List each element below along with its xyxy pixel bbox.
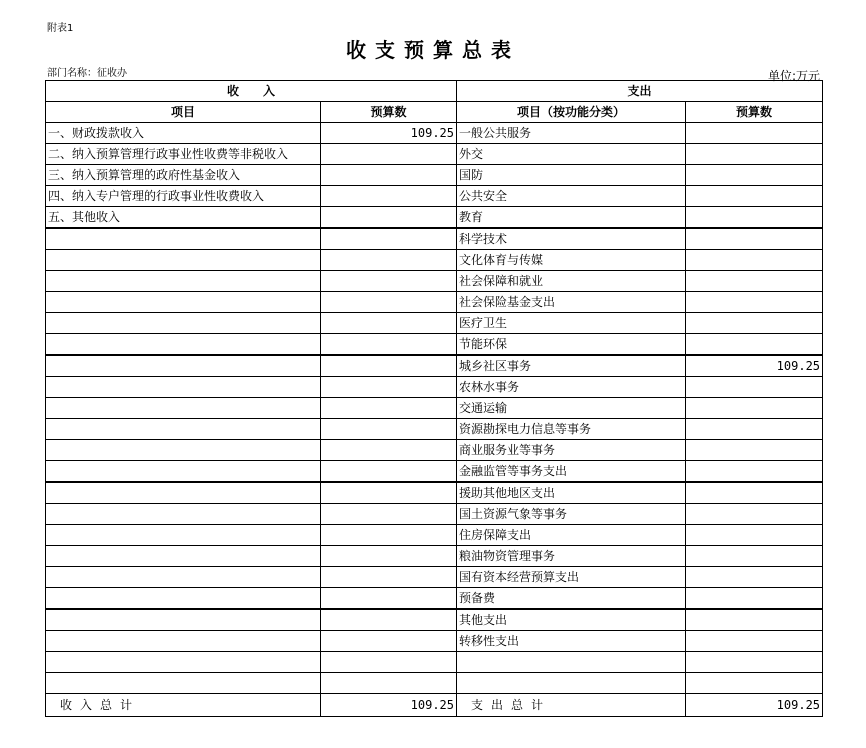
income-item-cell — [46, 334, 321, 356]
department-label: 部门名称：征收办 — [47, 68, 127, 79]
income-amount-cell — [321, 271, 457, 292]
expense-amount-cell — [686, 123, 823, 144]
income-amount-header: 预算数 — [321, 102, 457, 123]
income-amount-cell — [321, 631, 457, 652]
expense-amount-cell: 109.25 — [686, 355, 823, 377]
expense-item-cell: 文化体育与传媒 — [457, 250, 686, 271]
table-row — [46, 355, 823, 377]
expense-item-cell: 国土资源气象等事务 — [457, 504, 686, 525]
income-amount-cell — [321, 144, 457, 165]
table-row — [46, 546, 823, 567]
expense-item-cell: 农林水事务 — [457, 377, 686, 398]
expense-total-label: 支出总计 — [457, 694, 686, 717]
income-amount-cell — [321, 419, 457, 440]
expense-amount-header: 预算数 — [686, 102, 823, 123]
income-amount-cell — [321, 546, 457, 567]
income-item-cell: 三、纳入预算管理的政府性基金收入 — [46, 165, 321, 186]
expense-item-header: 项目（按功能分类） — [457, 102, 686, 123]
income-amount-cell — [321, 334, 457, 356]
income-item-cell — [46, 567, 321, 588]
expense-item-cell: 科学技术 — [457, 228, 686, 250]
expense-amount-cell — [686, 482, 823, 504]
income-amount-cell — [321, 292, 457, 313]
table-row — [46, 334, 823, 356]
table-row — [46, 250, 823, 271]
unit-label: 单位:万元 — [767, 69, 820, 83]
expense-item-cell: 社会保险基金支出 — [457, 292, 686, 313]
income-total-amount: 109.25 — [321, 694, 457, 717]
income-amount-cell — [321, 398, 457, 419]
expense-item-cell: 城乡社区事务 — [457, 355, 686, 377]
table-row — [46, 313, 823, 334]
table-row — [46, 186, 823, 207]
expense-amount-cell — [686, 673, 823, 694]
expense-item-cell: 资源勘探电力信息等事务 — [457, 419, 686, 440]
expense-item-cell: 其他支出 — [457, 609, 686, 631]
table-row — [46, 461, 823, 483]
expense-total-amount: 109.25 — [686, 694, 823, 717]
expense-amount-cell — [686, 631, 823, 652]
income-amount-cell — [321, 588, 457, 610]
expense-amount-cell — [686, 250, 823, 271]
income-amount-cell — [321, 377, 457, 398]
table-row — [46, 588, 823, 610]
income-amount-cell — [321, 355, 457, 377]
expense-amount-cell — [686, 334, 823, 356]
table-row — [46, 525, 823, 546]
table-row — [46, 673, 823, 694]
income-amount-cell: 109.25 — [321, 123, 457, 144]
expense-amount-cell — [686, 313, 823, 334]
table-row — [46, 398, 823, 419]
table-row — [46, 207, 823, 229]
income-amount-cell — [321, 186, 457, 207]
income-amount-cell — [321, 609, 457, 631]
income-amount-cell — [321, 440, 457, 461]
expense-amount-cell — [686, 609, 823, 631]
expense-item-cell: 金融监管等事务支出 — [457, 461, 686, 483]
income-amount-cell — [321, 525, 457, 546]
income-item-cell — [46, 609, 321, 631]
income-item-cell — [46, 546, 321, 567]
expense-amount-cell — [686, 440, 823, 461]
expense-item-cell: 社会保障和就业 — [457, 271, 686, 292]
expense-item-cell: 援助其他地区支出 — [457, 482, 686, 504]
income-item-cell — [46, 525, 321, 546]
table-row — [46, 377, 823, 398]
income-amount-cell — [321, 461, 457, 483]
income-item-cell — [46, 250, 321, 271]
table-row — [46, 609, 823, 631]
income-item-cell — [46, 631, 321, 652]
income-amount-cell — [321, 207, 457, 229]
table-row — [46, 652, 823, 673]
expense-item-cell: 商业服务业等事务 — [457, 440, 686, 461]
expense-item-cell: 节能环保 — [457, 334, 686, 356]
totals-row — [46, 694, 823, 717]
expense-amount-cell — [686, 546, 823, 567]
table-row — [46, 482, 823, 504]
expense-amount-cell — [686, 588, 823, 610]
income-item-cell — [46, 461, 321, 483]
income-amount-cell — [321, 504, 457, 525]
table-row — [46, 504, 823, 525]
expense-amount-cell — [686, 567, 823, 588]
table-row — [46, 419, 823, 440]
table-row — [46, 144, 823, 165]
expense-amount-cell — [686, 419, 823, 440]
income-item-cell: 四、纳入专户管理的行政事业性收费收入 — [46, 186, 321, 207]
table-row — [46, 292, 823, 313]
expense-amount-cell — [686, 398, 823, 419]
header-row-top — [46, 81, 823, 102]
income-item-header: 项目 — [46, 102, 321, 123]
income-amount-cell — [321, 250, 457, 271]
expense-amount-cell — [686, 504, 823, 525]
expense-amount-cell — [686, 271, 823, 292]
income-header: 收 入 — [46, 81, 457, 102]
attachment-label: 附表1 — [47, 23, 74, 34]
expense-item-cell: 交通运输 — [457, 398, 686, 419]
income-item-cell — [46, 673, 321, 694]
income-item-cell — [46, 419, 321, 440]
income-amount-cell — [321, 313, 457, 334]
income-amount-cell — [321, 567, 457, 588]
income-item-cell — [46, 377, 321, 398]
expense-item-cell: 转移性支出 — [457, 631, 686, 652]
table-row — [46, 567, 823, 588]
budget-table — [45, 80, 823, 717]
income-item-cell — [46, 313, 321, 334]
income-item-cell — [46, 292, 321, 313]
income-item-cell: 五、其他收入 — [46, 207, 321, 229]
header-row-columns — [46, 102, 823, 123]
expense-header: 支出 — [457, 81, 823, 102]
table-row — [46, 271, 823, 292]
page-title: 收支预算总表 — [346, 38, 520, 62]
income-item-cell — [46, 652, 321, 673]
expense-amount-cell — [686, 292, 823, 313]
table-row — [46, 440, 823, 461]
income-item-cell — [46, 482, 321, 504]
income-amount-cell — [321, 673, 457, 694]
expense-item-cell: 预备费 — [457, 588, 686, 610]
expense-item-cell: 住房保障支出 — [457, 525, 686, 546]
expense-amount-cell — [686, 207, 823, 229]
income-item-cell — [46, 588, 321, 610]
income-total-label: 收入总计 — [46, 694, 321, 717]
expense-item-cell: 国防 — [457, 165, 686, 186]
income-item-cell — [46, 271, 321, 292]
income-item-cell — [46, 228, 321, 250]
income-amount-cell — [321, 482, 457, 504]
expense-amount-cell — [686, 228, 823, 250]
income-item-cell: 一、财政拨款收入 — [46, 123, 321, 144]
expense-amount-cell — [686, 144, 823, 165]
expense-amount-cell — [686, 652, 823, 673]
income-item-cell — [46, 440, 321, 461]
income-item-cell — [46, 504, 321, 525]
expense-item-cell — [457, 673, 686, 694]
expense-item-cell: 一般公共服务 — [457, 123, 686, 144]
expense-item-cell: 公共安全 — [457, 186, 686, 207]
table-row — [46, 123, 823, 144]
expense-amount-cell — [686, 165, 823, 186]
expense-amount-cell — [686, 461, 823, 483]
table-row — [46, 228, 823, 250]
table-row — [46, 165, 823, 186]
expense-item-cell — [457, 652, 686, 673]
income-item-cell: 二、纳入预算管理行政事业性收费等非税收入 — [46, 144, 321, 165]
income-item-cell — [46, 355, 321, 377]
table-row — [46, 631, 823, 652]
income-amount-cell — [321, 165, 457, 186]
expense-item-cell: 外交 — [457, 144, 686, 165]
expense-item-cell: 医疗卫生 — [457, 313, 686, 334]
expense-amount-cell — [686, 525, 823, 546]
expense-item-cell: 粮油物资管理事务 — [457, 546, 686, 567]
expense-amount-cell — [686, 186, 823, 207]
expense-item-cell: 教育 — [457, 207, 686, 229]
expense-amount-cell — [686, 377, 823, 398]
income-amount-cell — [321, 228, 457, 250]
income-amount-cell — [321, 652, 457, 673]
income-item-cell — [46, 398, 321, 419]
expense-item-cell: 国有资本经营预算支出 — [457, 567, 686, 588]
